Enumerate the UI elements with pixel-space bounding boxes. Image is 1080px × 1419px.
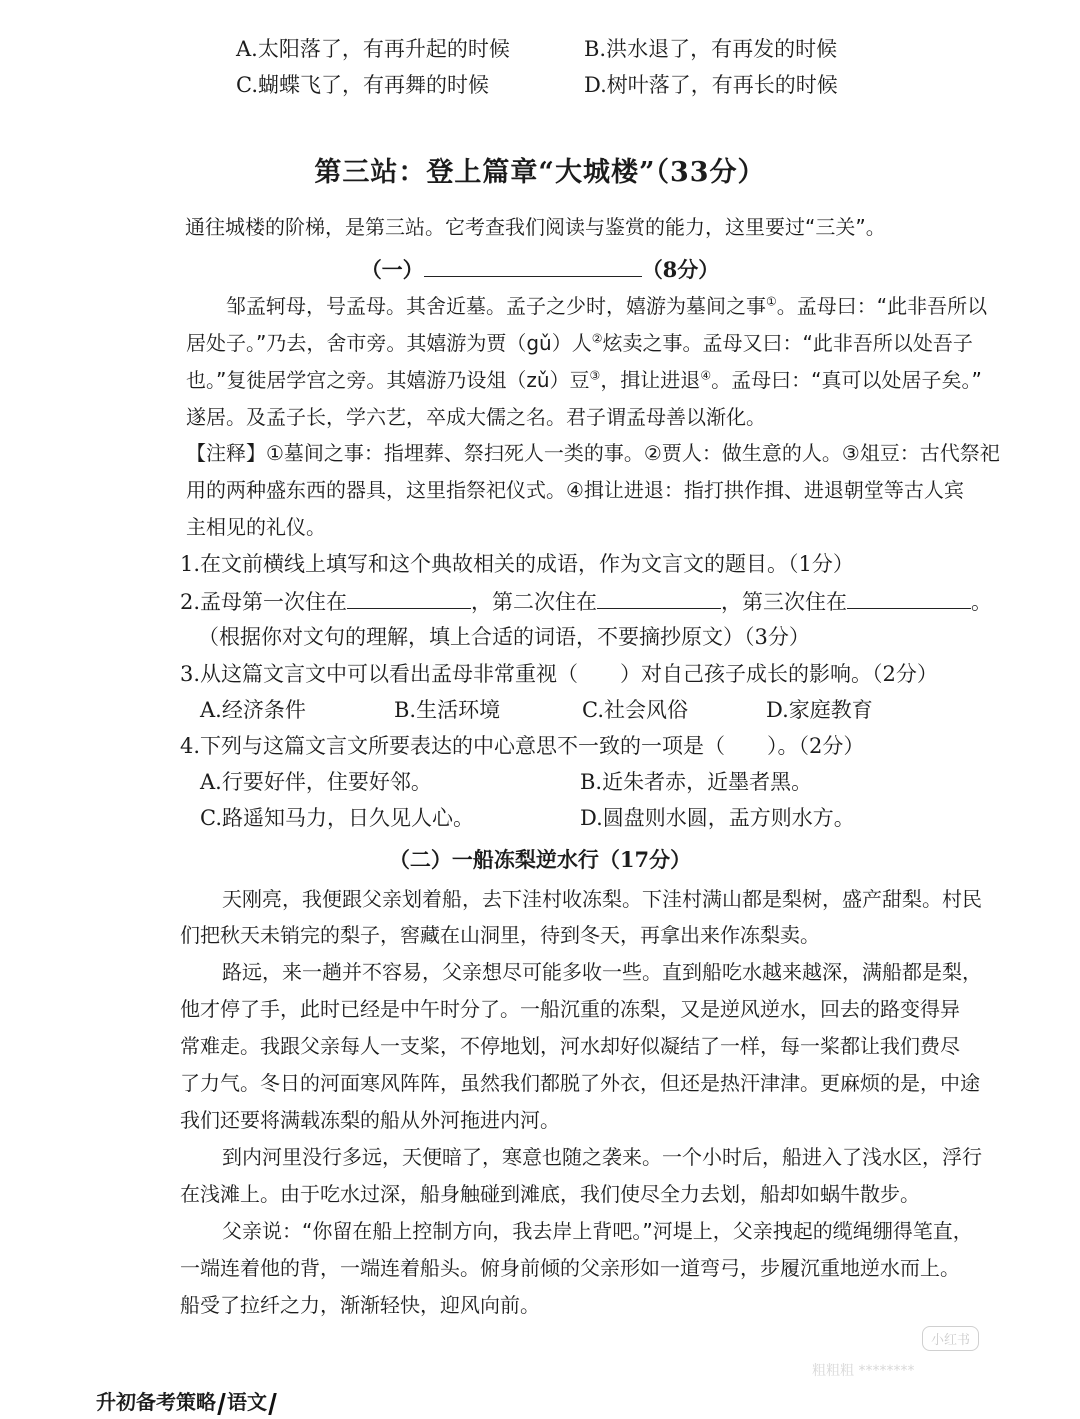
prev-option-c: C.蝴蝶飞了，有再舞的时候 [236, 73, 489, 97]
station-intro: 通往城楼的阶梯，是第三站。它考查我们阅读与鉴赏的能力，这里要过“三关”。 [185, 215, 886, 239]
q3-option-d[interactable]: D.家庭教育 [766, 698, 873, 722]
story-line-6: 了力气。冬日的河面寒风阵阵，虽然我们都脱了外衣，但还是热汗津津。更麻烦的是，中途 [180, 1071, 980, 1095]
q4-option-d[interactable]: D.圆盘则水圆，盂方则水方。 [580, 806, 855, 830]
question-3: 3.从这篇文言文中可以看出孟母非常重视（ ）对自己孩子成长的影响。（2分） [180, 662, 938, 686]
watermark-badge: 小红书 [922, 1326, 979, 1351]
story-line-12: 船受了拉纤之力，渐渐轻快，迎风向前。 [180, 1293, 540, 1317]
question-2: 2.孟母第一次住在 ，第二次住在 ，第三次住在 。 [180, 586, 992, 617]
q2-blank-2[interactable] [597, 586, 721, 609]
classical-line-2: 居处子。”乃去，舍市旁。其嬉游为贾（gǔ）人②炫卖之事。孟母又曰：“此非吾所以处吾子 [186, 331, 973, 355]
story-line-8: 到内河里没行多远，天便暗了，寒意也随之袭来。一个小时后，船进入了浅水区，浮行 [222, 1145, 982, 1169]
q4-option-a[interactable]: A.行要好伴，住要好邻。 [200, 770, 432, 794]
q2-blank-1[interactable] [347, 586, 471, 609]
question-1: 1.在文前横线上填写和这个典故相关的成语，作为文言文的题目。（1分） [180, 552, 854, 576]
q3-option-c[interactable]: C.社会风俗 [582, 698, 688, 722]
prev-option-d: D.树叶落了，有再长的时候 [584, 73, 838, 97]
q4-option-b[interactable]: B.近朱者赤，近墨者黑。 [580, 770, 813, 794]
footer [96, 1386, 278, 1415]
question-2-hint: （根据你对文句的理解，填上合适的词语，不要摘抄原文）（3分） [198, 625, 810, 649]
station-title: 第三站：登上篇章“大城楼”（33分） [314, 157, 766, 188]
prev-option-b: B.洪水退了，有再发的时候 [584, 37, 838, 61]
title-blank[interactable] [424, 254, 642, 277]
notes-line-1: 【注释】①墓间之事：指埋葬、祭扫死人一类的事。②贾人：做生意的人。③俎豆：古代祭祀 [186, 441, 1000, 465]
footer-book-title: 升初备考策略 [96, 1390, 216, 1414]
footer-subject: 语文 [227, 1390, 267, 1414]
classical-line-3: 也。”复徙居学宫之旁。其嬉游乃设俎（zǔ）豆③，揖让进退④。孟母曰：“真可以处居子矣。” [186, 368, 982, 392]
watermark-text: 粗粗粗 ******** [812, 1363, 915, 1379]
story-line-11: 一端连着他的背，一端连着船头。俯身前倾的父亲形如一道弯弓，步履沉重地逆水而上。 [180, 1256, 960, 1280]
story-line-9: 在浅滩上。由于吃水过深，船身触碰到滩底，我们使尽全力去划，船却如蜗牛散步。 [180, 1182, 920, 1206]
story-line-5: 常难走。我跟父亲每人一支桨，不停地划，河水却好似凝结了一样，每一桨都让我们费尽 [180, 1034, 960, 1058]
question-4: 4.下列与这篇文言文所要表达的中心意思不一致的一项是（ ）。（2分） [180, 734, 865, 758]
prev-option-a: A.太阳落了，有再升起的时候 [236, 37, 510, 61]
q3-option-b[interactable]: B.生活环境 [394, 698, 501, 722]
section2-heading: （二）一船冻梨逆水行（17分） [388, 847, 692, 872]
section1-heading-prefix: （一） [360, 257, 424, 282]
classical-line-4: 遂居。及孟子长，学六艺，卒成大儒之名。君子谓孟母善以渐化。 [186, 405, 766, 429]
section1-heading [0, 254, 1080, 285]
classical-line-1: 邹孟轲母，号孟母。其舍近墓。孟子之少时，嬉游为墓间之事①。孟母曰：“此非吾所以 [226, 294, 988, 318]
story-line-10: 父亲说：“你留在船上控制方向，我去岸上背吧。”河堤上，父亲拽起的缆绳绷得笔直， [222, 1219, 973, 1243]
story-line-3: 路远，来一趟并不容易，父亲想尽可能多收一些。直到船吃水越来越深，满船都是梨， [222, 960, 982, 984]
story-line-1: 天刚亮，我便跟父亲划着船，去下洼村收冻梨。下洼村满山都是梨树，盛产甜梨。村民 [222, 887, 982, 911]
story-line-7: 我们还要将满载冻梨的船从外河拖进内河。 [180, 1108, 560, 1132]
footer-divider-end [268, 1393, 276, 1415]
q2-blank-3[interactable] [847, 586, 971, 609]
q3-option-a[interactable]: A.经济条件 [200, 698, 306, 722]
story-line-2: 们把秋天未销完的梨子，窖藏在山洞里，待到冬天，再拿出来作冻梨卖。 [180, 923, 820, 947]
story-line-4: 他才停了手，此时已经是中午时分了。一船沉重的冻梨，又是逆风逆水，回去的路变得异 [180, 997, 960, 1021]
q4-option-c[interactable]: C.路遥知马力，日久见人心。 [200, 806, 474, 830]
footer-divider [217, 1393, 225, 1415]
section1-heading-suffix: （8分） [641, 257, 720, 282]
notes-line-3: 主相见的礼仪。 [186, 515, 326, 539]
notes-line-2: 用的两种盛东西的器具，这里指祭祀仪式。④揖让进退：指打拱作揖、进退朝堂等古人宾 [186, 478, 964, 502]
